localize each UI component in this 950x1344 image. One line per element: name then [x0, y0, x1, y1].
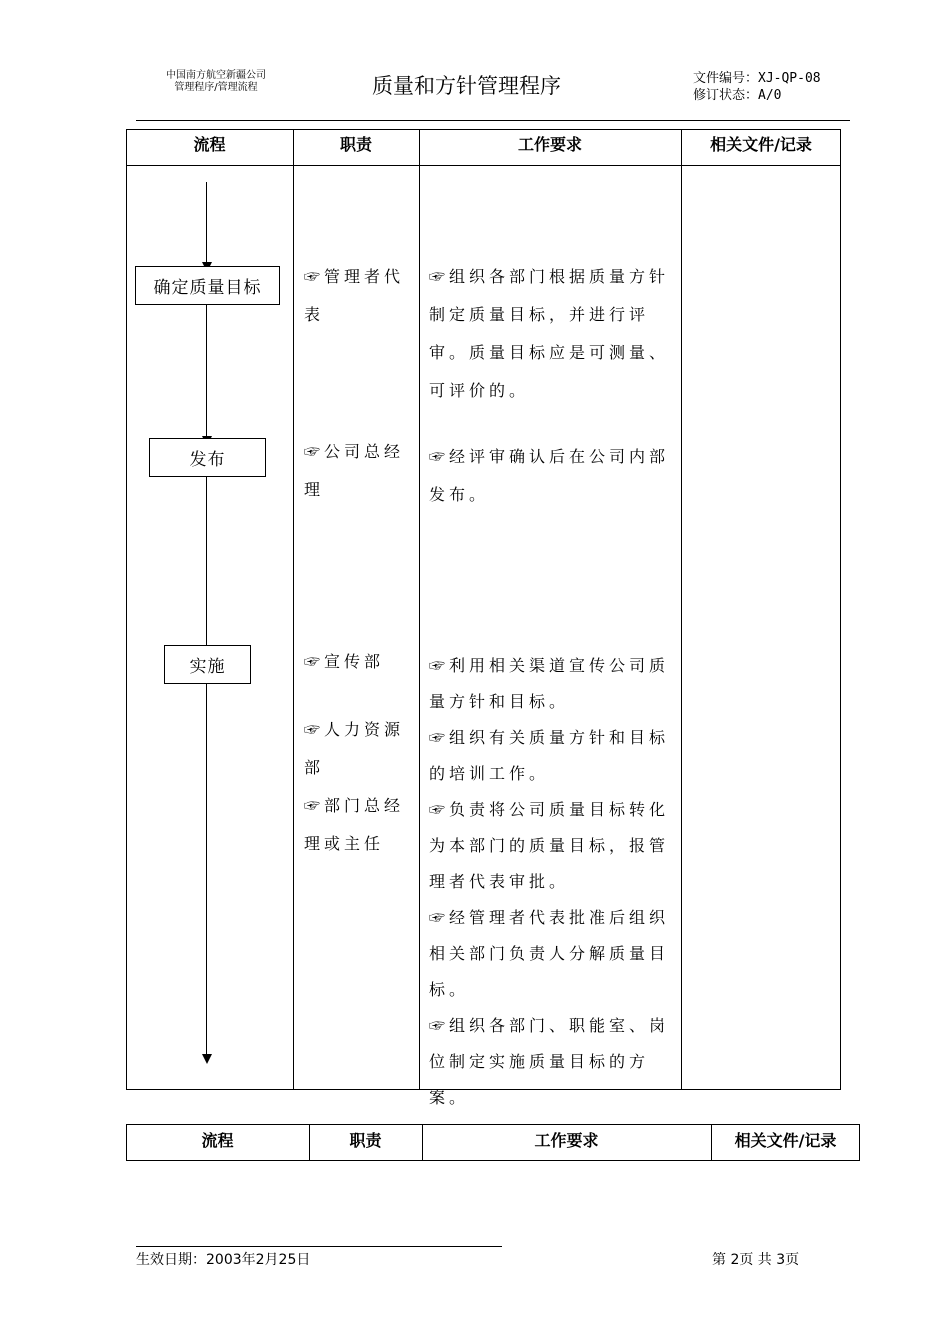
requirement-item: ☞负责将公司质量目标转化为本部门的质量目标，报管理者代表审批。	[429, 800, 670, 891]
footer-divider	[136, 1246, 502, 1247]
effective-date: 生效日期：2003年2月25日	[136, 1252, 311, 1268]
document-meta	[693, 70, 821, 104]
requirement-item: ☞组织各部门根据质量方针制定质量目标，并进行评审。质量目标应是可测量、可评价的。	[429, 267, 670, 400]
responsibility-item: ☞人力资源部	[304, 720, 405, 777]
page-number: 第 2页 共 3页	[712, 1252, 800, 1268]
responsibility-item: ☞公司总经理	[304, 442, 405, 499]
requirement-item: ☞组织有关质量方针和目标的培训工作。	[429, 728, 670, 783]
flow-step-implement: 实施	[164, 645, 251, 684]
responsibility-cell	[304, 433, 416, 509]
document-title: 质量和方针管理程序	[372, 74, 561, 98]
requirements-cell	[429, 648, 679, 1116]
company-name	[150, 70, 282, 94]
column-header-records: 相关文件/记录	[734, 1131, 837, 1150]
table-header-divider	[126, 165, 841, 166]
flow-step-set-objectives: 确定质量目标	[135, 266, 280, 305]
column-header-requirements: 工作要求	[534, 1131, 599, 1150]
column-header-responsibility: 职责	[339, 135, 372, 154]
column-header-requirements: 工作要求	[517, 135, 582, 154]
flow-connector	[206, 476, 207, 646]
responsibility-item: ☞管理者代表	[304, 267, 405, 324]
requirement-item: ☞经评审确认后在公司内部发布。	[429, 447, 670, 504]
column-header-flow: 流程	[193, 135, 226, 154]
company-line-2: 管理程序/管理流程	[174, 82, 258, 93]
company-line-1: 中国南方航空新疆公司	[166, 70, 266, 81]
flow-step-publish: 发布	[149, 438, 266, 477]
responsibility-cell	[304, 258, 416, 334]
column-header-records: 相关文件/记录	[710, 135, 812, 154]
flow-connector	[206, 684, 207, 1054]
responsibility-item: ☞部门总经理或主任	[304, 796, 405, 853]
requirements-cell	[429, 438, 679, 514]
column-header-responsibility: 职责	[349, 1131, 382, 1150]
flow-connector	[206, 304, 207, 436]
column-divider	[681, 129, 682, 1090]
requirement-item: ☞利用相关渠道宣传公司质量方针和目标。	[429, 656, 670, 711]
column-divider	[293, 129, 294, 1090]
document-number: 文件编号：XJ-QP-08	[693, 71, 821, 86]
requirement-item: ☞组织各部门、职能室、岗位制定实施质量目标的方案。	[429, 1016, 670, 1107]
requirement-item: ☞经管理者代表批准后组织相关部门负责人分解质量目标。	[429, 908, 670, 999]
column-divider	[419, 129, 420, 1090]
column-header-flow: 流程	[201, 1131, 234, 1150]
arrow-head-icon	[202, 1054, 212, 1064]
responsibility-cell	[304, 643, 416, 863]
header-divider	[136, 120, 850, 121]
flow-connector	[206, 182, 207, 262]
requirements-cell	[429, 258, 679, 410]
revision-status: 修订状态：A/0	[693, 88, 782, 103]
responsibility-item: ☞宣传部	[304, 652, 385, 671]
